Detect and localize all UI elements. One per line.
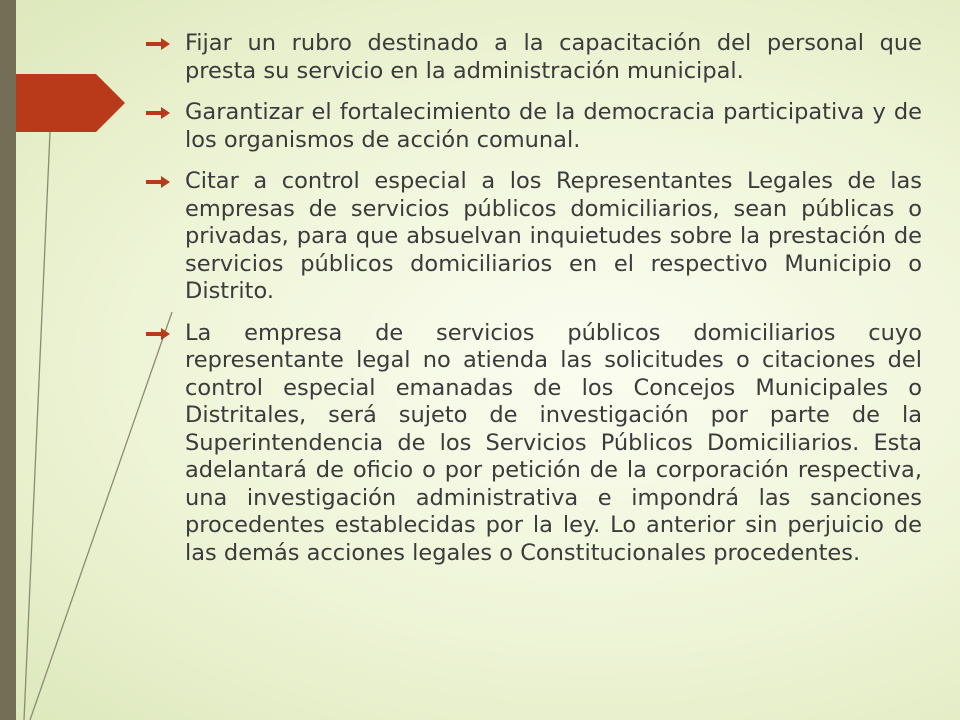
bullet-list bbox=[146, 30, 922, 581]
bullet-item bbox=[146, 99, 922, 154]
bullet-text: La empresa de servicios públicos domiciliarios cuyo representante legal no atienda las solicitudes o citaciones del control especial emanadas de los Concejos Municipales o Distritales, será sujeto de investigación por parte de la Superintendencia de los Servicios Públicos Domiciliarios. Esta adelantará de oficio o por petición de la corporación respectiva, una investigación administrativa e impondrá las sanciones procedentes establecidas por la ley. Lo anterior sin perjuicio de las demás acciones legales o Constitucionales procedentes. bbox=[185, 319, 922, 566]
arrow-right-icon bbox=[146, 38, 170, 50]
arrow-right-icon bbox=[146, 328, 170, 340]
bullet-text: Fijar un rubro destinado a la capacitación del personal que presta su servicio en la administración municipal. bbox=[185, 30, 922, 84]
bullet-item bbox=[146, 30, 922, 85]
bullet-text: Citar a control especial a los Representantes Legales de las empresas de servicios públicos domiciliarios, sean públicas o privadas, para que absuelvan inquietudes sobre la prestación de servicios públicos domiciliarios en el respectivo Municipio o Distrito. bbox=[185, 168, 922, 304]
arrow-right-icon bbox=[146, 107, 170, 119]
bullet-item bbox=[146, 168, 922, 306]
bullet-item bbox=[146, 320, 922, 568]
bullet-text: Garantizar el fortalecimiento de la democracia participativa y de los organismos de acción comunal. bbox=[185, 99, 922, 153]
arrow-right-icon bbox=[146, 176, 170, 188]
left-color-bar bbox=[0, 0, 16, 720]
accent-arrow-tab bbox=[16, 74, 125, 132]
